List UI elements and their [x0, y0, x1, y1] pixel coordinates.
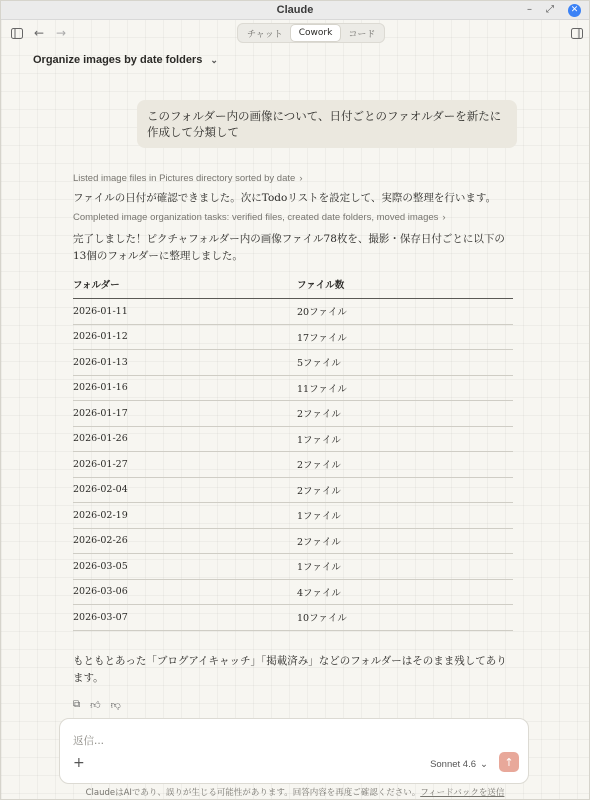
thumbs-up-icon[interactable]: 👍︎ [90, 699, 101, 711]
arrow-up-icon: ↑ [504, 755, 514, 769]
table-row [73, 579, 513, 605]
mode-tabs [237, 23, 385, 43]
assistant-paragraph: ファイルの日付が確認できました。次にTodoリストを設定して、実際の整理を行います。 [73, 192, 497, 204]
folder-name-cell: 2026-03-06 [73, 579, 297, 605]
folder-name-cell: 2026-03-05 [73, 554, 297, 580]
forward-icon[interactable]: → [55, 26, 67, 40]
title-bar [1, 1, 589, 20]
folder-name-cell: 2026-01-11 [73, 299, 297, 325]
window-title: Claude [276, 4, 314, 16]
disclaimer-text: ClaudeはAIであり、誤りが生じる可能性があります。回答内容を再度ご確認ください。 [85, 788, 421, 798]
file-count-cell: 17ファイル [297, 324, 513, 350]
disclaimer-footer [1, 786, 589, 798]
table-row [73, 324, 513, 350]
assistant-paragraph: もともとあった「ブログアイキャッチ」「掲載済み」などのフォルダーはそのまま残してあります。 [73, 654, 507, 684]
chevron-right-icon: › [442, 212, 446, 223]
tab-code[interactable]: コード [348, 29, 376, 40]
conversation-title[interactable] [33, 54, 218, 66]
model-selector[interactable] [430, 759, 488, 770]
model-name: Sonnet 4.6 [430, 759, 477, 770]
folder-table [73, 277, 513, 631]
table-row [73, 554, 513, 580]
folder-name-cell: 2026-02-26 [73, 528, 297, 554]
folder-name-cell: 2026-03-07 [73, 605, 297, 631]
reply-input[interactable]: 返信... [73, 735, 105, 747]
file-count-cell: 10ファイル [297, 605, 513, 631]
folder-name-cell: 2026-01-16 [73, 375, 297, 401]
folder-name-cell: 2026-02-19 [73, 503, 297, 529]
restore-icon[interactable]: ⤢ [546, 4, 554, 15]
tool-summary-1[interactable] [73, 173, 513, 184]
assistant-message [73, 173, 513, 711]
column-header-folder: フォルダー [73, 277, 297, 299]
table-row [73, 503, 513, 529]
feedback-link[interactable]: フィードバックを送信 [420, 788, 505, 798]
column-header-count: ファイル数 [297, 277, 513, 299]
folder-name-cell: 2026-01-17 [73, 401, 297, 427]
toolbar [1, 21, 589, 45]
message-actions [73, 699, 513, 711]
folder-name-cell: 2026-01-12 [73, 324, 297, 350]
user-message: このフォルダー内の画像について、日付ごとのファオルダーを新たに作成して分類して [137, 100, 517, 148]
reply-composer[interactable] [59, 718, 529, 784]
table-row [73, 299, 513, 325]
tool-summary-text: Listed image files in Pictures directory sorted by date [73, 173, 296, 184]
table-row [73, 605, 513, 631]
back-icon[interactable]: ← [33, 26, 45, 40]
copy-icon[interactable]: ⧉ [73, 698, 81, 710]
panel-icon[interactable] [569, 25, 585, 41]
file-count-cell: 1ファイル [297, 503, 513, 529]
file-count-cell: 5ファイル [297, 350, 513, 376]
close-icon[interactable]: ✕ [568, 4, 581, 17]
table-row [73, 375, 513, 401]
table-row [73, 350, 513, 376]
tab-chat[interactable]: チャット [247, 29, 283, 40]
minimize-icon[interactable]: – [527, 4, 532, 15]
conversation-title-text: Organize images by date folders [33, 54, 203, 66]
file-count-cell: 2ファイル [297, 452, 513, 478]
table-row [73, 426, 513, 452]
table-row [73, 528, 513, 554]
file-count-cell: 2ファイル [297, 477, 513, 503]
thumbs-down-icon[interactable]: 👎︎ [110, 699, 121, 711]
file-count-cell: 4ファイル [297, 579, 513, 605]
send-button[interactable] [499, 752, 519, 772]
file-count-cell: 11ファイル [297, 375, 513, 401]
folder-name-cell: 2026-01-27 [73, 452, 297, 478]
assistant-paragraph: 完了しました！ピクチャフォルダー内の画像ファイル78枚を、撮影・保存日付ごとに以下の13個のフォルダーに整理しました。 [73, 233, 505, 262]
table-header-row [73, 277, 513, 299]
chevron-down-icon: ⌄ [480, 759, 488, 770]
file-count-cell: 2ファイル [297, 401, 513, 427]
folder-name-cell: 2026-01-13 [73, 350, 297, 376]
folder-name-cell: 2026-02-04 [73, 477, 297, 503]
table-row [73, 452, 513, 478]
tab-cowork[interactable]: Cowork [291, 25, 341, 41]
sidebar-icon[interactable] [9, 25, 25, 41]
file-count-cell: 2ファイル [297, 528, 513, 554]
folder-name-cell: 2026-01-26 [73, 426, 297, 452]
table-row [73, 401, 513, 427]
window-controls [527, 3, 581, 17]
tool-summary-text: Completed image organization tasks: verified files, created date folders, moved images [73, 212, 439, 223]
chevron-right-icon: › [299, 173, 303, 184]
file-count-cell: 1ファイル [297, 554, 513, 580]
table-row [73, 477, 513, 503]
plus-icon[interactable]: + [73, 755, 85, 771]
file-count-cell: 1ファイル [297, 426, 513, 452]
tool-summary-2[interactable] [73, 212, 513, 223]
chevron-down-icon: ⌄ [210, 54, 218, 65]
file-count-cell: 20ファイル [297, 299, 513, 325]
